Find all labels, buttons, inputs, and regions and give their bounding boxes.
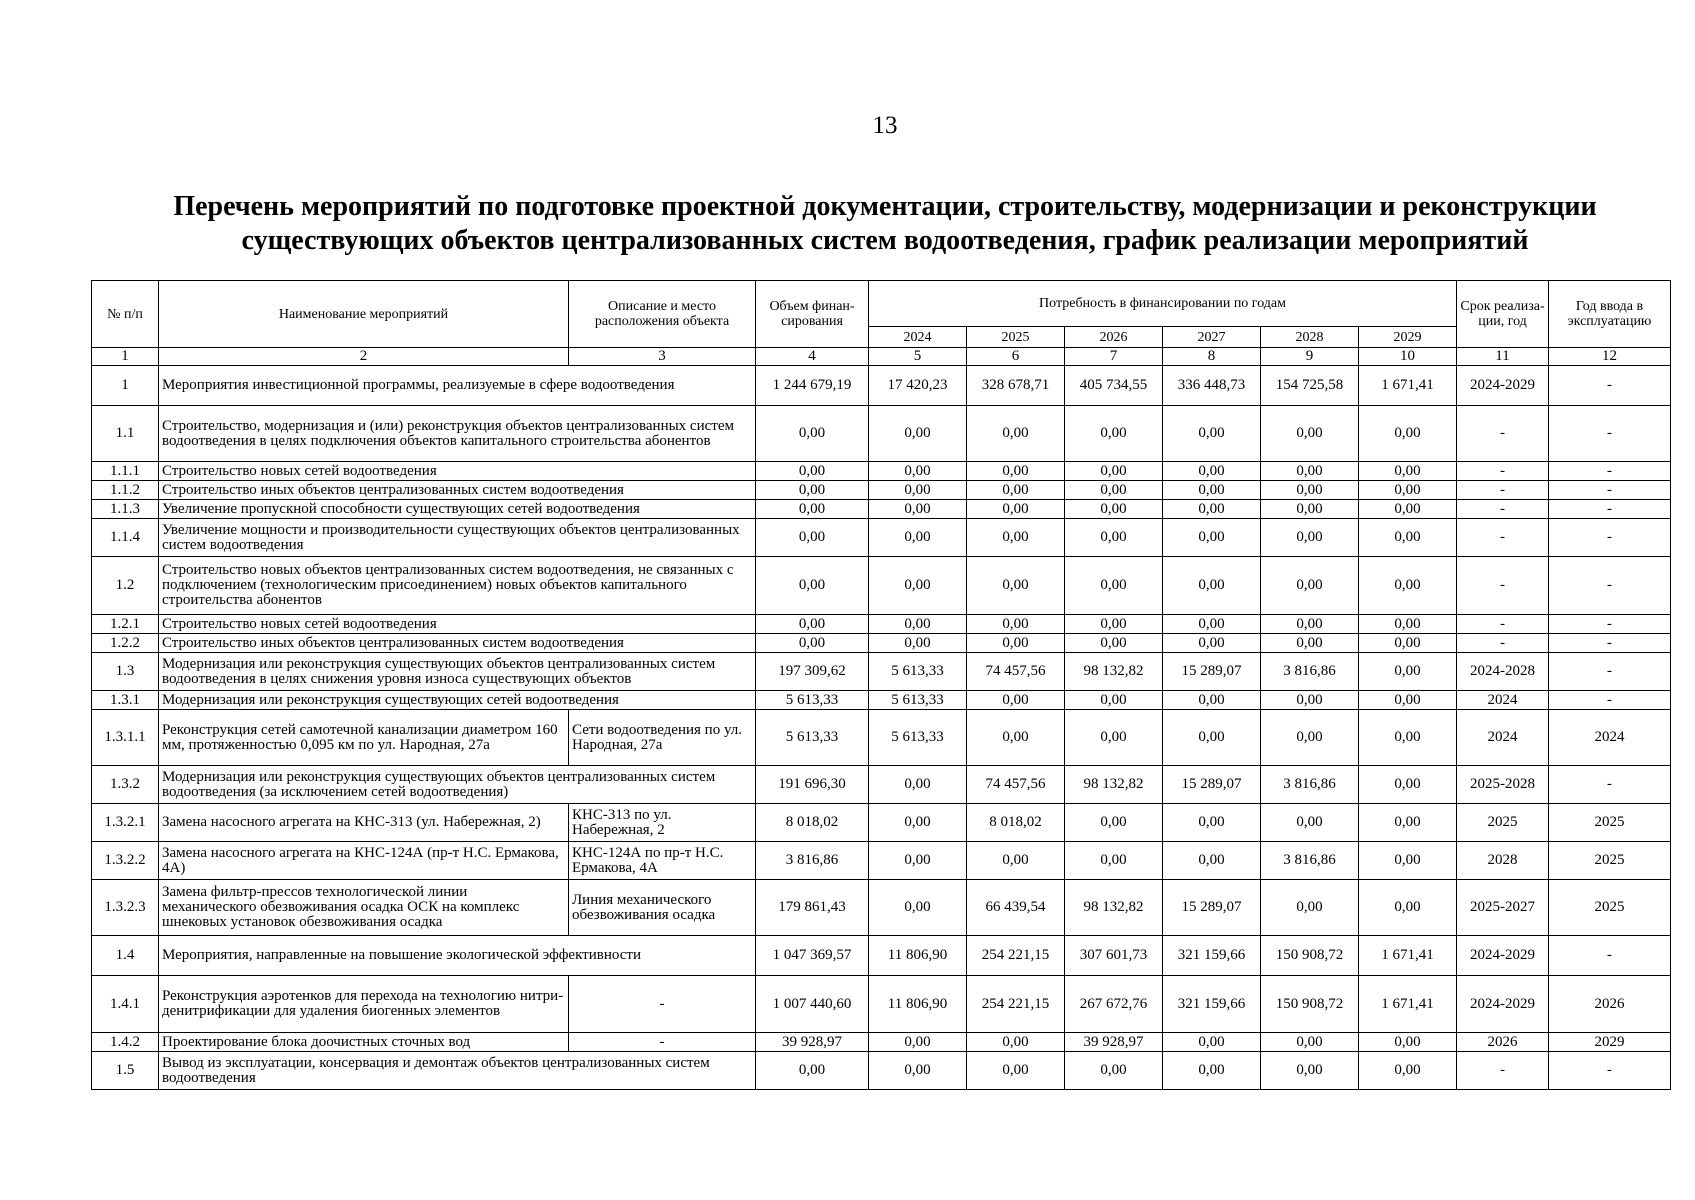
row-year-value: 0,00 <box>967 462 1065 481</box>
row-year-value: 11 806,90 <box>869 976 967 1033</box>
row-year-value: 8 018,02 <box>967 804 1065 842</box>
row-year-value: 0,00 <box>1065 481 1163 500</box>
table-row <box>92 880 1671 936</box>
row-year-value: 0,00 <box>1065 1052 1163 1090</box>
row-year-value: 0,00 <box>1359 653 1457 691</box>
row-commission-year: - <box>1549 406 1671 462</box>
row-year-value: 5 613,33 <box>869 691 967 710</box>
row-year-value: 15 289,07 <box>1163 653 1261 691</box>
row-term: - <box>1457 406 1549 462</box>
row-number: 1.1 <box>92 406 159 462</box>
row-number: 1 <box>92 366 159 406</box>
row-year-value: 0,00 <box>1065 500 1163 519</box>
row-term: - <box>1457 634 1549 653</box>
row-year-value: 0,00 <box>967 842 1065 880</box>
row-description: КНС-124А по пр-т Н.С. Ермакова, 4А <box>569 842 756 880</box>
header-term: Срок реализа-ции, год <box>1457 281 1549 348</box>
row-year-value: 1 671,41 <box>1359 976 1457 1033</box>
row-volume: 0,00 <box>756 500 869 519</box>
row-name: Увеличение пропускной способности существующих сетей водоотведения <box>159 500 756 519</box>
row-year-value: 0,00 <box>1359 766 1457 804</box>
row-year-value: 0,00 <box>1261 1052 1359 1090</box>
header-year: 2026 <box>1065 327 1163 348</box>
row-commission-year: - <box>1549 653 1671 691</box>
row-year-value: 74 457,56 <box>967 766 1065 804</box>
table-row <box>92 804 1671 842</box>
row-number: 1.2.1 <box>92 615 159 634</box>
row-commission-year: 2026 <box>1549 976 1671 1033</box>
row-commission-year: - <box>1549 615 1671 634</box>
row-name: Мероприятия, направленные на повышение экологической эффективности <box>159 936 756 976</box>
row-year-value: 0,00 <box>1261 634 1359 653</box>
row-volume: 0,00 <box>756 557 869 615</box>
row-commission-year: - <box>1549 481 1671 500</box>
row-volume: 197 309,62 <box>756 653 869 691</box>
row-year-value: 0,00 <box>1359 406 1457 462</box>
row-year-value: 0,00 <box>1065 691 1163 710</box>
row-term: 2024-2029 <box>1457 936 1549 976</box>
row-name: Реконструкция сетей самотечной канализации диаметром 160 мм, протяженностью 0,095 км по ул. Народная, 27а <box>159 710 569 766</box>
row-number: 1.3.1 <box>92 691 159 710</box>
row-year-value: 0,00 <box>1065 406 1163 462</box>
header-year: 2024 <box>869 327 967 348</box>
row-year-value: 3 816,86 <box>1261 842 1359 880</box>
row-year-value: 0,00 <box>1163 1052 1261 1090</box>
row-year-value: 0,00 <box>1163 1033 1261 1052</box>
row-year-value: 0,00 <box>869 481 967 500</box>
column-index: 3 <box>569 348 756 366</box>
row-volume: 179 861,43 <box>756 880 869 936</box>
row-year-value: 0,00 <box>1359 710 1457 766</box>
column-index: 10 <box>1359 348 1457 366</box>
row-year-value: 0,00 <box>1163 691 1261 710</box>
row-year-value: 39 928,97 <box>1065 1033 1163 1052</box>
row-year-value: 0,00 <box>869 557 967 615</box>
row-year-value: 254 221,15 <box>967 936 1065 976</box>
row-commission-year: 2029 <box>1549 1033 1671 1052</box>
row-year-value: 0,00 <box>967 691 1065 710</box>
row-number: 1.3.2 <box>92 766 159 804</box>
column-index: 2 <box>159 348 569 366</box>
row-year-value: 74 457,56 <box>967 653 1065 691</box>
row-year-value: 0,00 <box>1359 804 1457 842</box>
header-year: 2025 <box>967 327 1065 348</box>
row-number: 1.1.3 <box>92 500 159 519</box>
row-year-value: 17 420,23 <box>869 366 967 406</box>
row-name: Строительство новых сетей водоотведения <box>159 462 756 481</box>
column-index-row <box>92 348 1671 366</box>
row-year-value: 0,00 <box>967 519 1065 557</box>
row-year-value: 0,00 <box>1261 500 1359 519</box>
row-year-value: 0,00 <box>869 519 967 557</box>
table-row <box>92 842 1671 880</box>
row-number: 1.3.2.2 <box>92 842 159 880</box>
row-year-value: 0,00 <box>869 1052 967 1090</box>
row-commission-year: - <box>1549 766 1671 804</box>
row-name: Строительство, модернизация и (или) реконструкция объектов централизованных систем водоотведения в целях подключения объектов капитального строительства абонентов <box>159 406 756 462</box>
row-year-value: 5 613,33 <box>869 653 967 691</box>
row-name: Модернизация или реконструкция существующих объектов централизованных систем водоотведения в целях снижения уровня износа существующих объектов <box>159 653 756 691</box>
row-year-value: 0,00 <box>869 462 967 481</box>
row-year-value: 0,00 <box>869 842 967 880</box>
table-row <box>92 519 1671 557</box>
row-volume: 191 696,30 <box>756 766 869 804</box>
row-number: 1.4.1 <box>92 976 159 1033</box>
row-year-value: 0,00 <box>1261 880 1359 936</box>
row-number: 1.1.4 <box>92 519 159 557</box>
document-title <box>100 190 1670 258</box>
row-year-value: 0,00 <box>1163 406 1261 462</box>
row-number: 1.1.2 <box>92 481 159 500</box>
table-row <box>92 976 1671 1033</box>
row-number: 1.1.1 <box>92 462 159 481</box>
row-term: - <box>1457 1052 1549 1090</box>
row-name: Строительство новых объектов централизованных систем водоотведения, не связанных с подключением (технологическим присоединением) новых объектов капитального строительства абонентов <box>159 557 756 615</box>
row-year-value: 0,00 <box>1359 519 1457 557</box>
row-name: Строительство новых сетей водоотведения <box>159 615 756 634</box>
row-year-value: 0,00 <box>1359 615 1457 634</box>
row-year-value: 0,00 <box>1359 500 1457 519</box>
row-year-value: 0,00 <box>1261 481 1359 500</box>
row-year-value: 336 448,73 <box>1163 366 1261 406</box>
row-year-value: 0,00 <box>1163 462 1261 481</box>
row-name: Вывод из эксплуатации, консервация и демонтаж объектов централизованных систем водоотведения <box>159 1052 756 1090</box>
row-volume: 1 047 369,57 <box>756 936 869 976</box>
row-name: Увеличение мощности и производительности существующих объектов централизованных систем водоотведения <box>159 519 756 557</box>
measures-table <box>91 280 1671 1090</box>
table-row <box>92 653 1671 691</box>
table-row <box>92 766 1671 804</box>
column-index: 12 <box>1549 348 1671 366</box>
row-volume: 5 613,33 <box>756 710 869 766</box>
row-term: 2024 <box>1457 691 1549 710</box>
row-year-value: 0,00 <box>967 557 1065 615</box>
row-name: Мероприятия инвестиционной программы, реализуемые в сфере водоотведения <box>159 366 756 406</box>
row-year-value: 0,00 <box>1163 519 1261 557</box>
row-year-value: 0,00 <box>1359 842 1457 880</box>
row-year-value: 0,00 <box>967 406 1065 462</box>
row-year-value: 0,00 <box>1065 804 1163 842</box>
row-year-value: 5 613,33 <box>869 710 967 766</box>
row-year-value: 0,00 <box>1359 1033 1457 1052</box>
row-term: 2025 <box>1457 804 1549 842</box>
row-year-value: 98 132,82 <box>1065 653 1163 691</box>
row-volume: 0,00 <box>756 634 869 653</box>
row-commission-year: 2025 <box>1549 842 1671 880</box>
row-year-value: 66 439,54 <box>967 880 1065 936</box>
row-year-value: 0,00 <box>869 766 967 804</box>
row-year-value: 0,00 <box>869 406 967 462</box>
row-year-value: 15 289,07 <box>1163 766 1261 804</box>
row-year-value: 0,00 <box>1261 691 1359 710</box>
row-year-value: 0,00 <box>967 1052 1065 1090</box>
row-term: 2025-2027 <box>1457 880 1549 936</box>
row-year-value: 0,00 <box>1163 615 1261 634</box>
row-commission-year: 2025 <box>1549 880 1671 936</box>
table-row <box>92 691 1671 710</box>
row-year-value: 0,00 <box>869 880 967 936</box>
row-year-value: 0,00 <box>1163 557 1261 615</box>
row-year-value: 0,00 <box>1065 557 1163 615</box>
row-year-value: 0,00 <box>869 634 967 653</box>
row-number: 1.2 <box>92 557 159 615</box>
row-year-value: 0,00 <box>1359 557 1457 615</box>
row-year-value: 254 221,15 <box>967 976 1065 1033</box>
row-year-value: 0,00 <box>1163 500 1261 519</box>
table-row <box>92 557 1671 615</box>
row-year-value: 0,00 <box>1163 842 1261 880</box>
row-commission-year: 2024 <box>1549 710 1671 766</box>
title-line-2: существующих объектов централизованных систем водоотведения, график реализации мероприятий <box>241 225 1529 256</box>
row-year-value: 0,00 <box>1359 462 1457 481</box>
table-row <box>92 710 1671 766</box>
row-year-value: 0,00 <box>1261 1033 1359 1052</box>
column-index: 9 <box>1261 348 1359 366</box>
table-row <box>92 1033 1671 1052</box>
row-number: 1.3.2.1 <box>92 804 159 842</box>
row-volume: 5 613,33 <box>756 691 869 710</box>
row-year-value: 0,00 <box>1359 880 1457 936</box>
page-number: 13 <box>872 112 898 139</box>
header-description: Описание и место расположения объекта <box>569 281 756 348</box>
row-year-value: 3 816,86 <box>1261 653 1359 691</box>
row-term: 2025-2028 <box>1457 766 1549 804</box>
row-name: Модернизация или реконструкция существующих сетей водоотведения <box>159 691 756 710</box>
table-row <box>92 634 1671 653</box>
row-year-value: 98 132,82 <box>1065 766 1163 804</box>
row-year-value: 150 908,72 <box>1261 936 1359 976</box>
header-year: 2029 <box>1359 327 1457 348</box>
row-year-value: 0,00 <box>1163 804 1261 842</box>
row-year-value: 0,00 <box>1163 710 1261 766</box>
row-year-value: 321 159,66 <box>1163 936 1261 976</box>
row-year-value: 0,00 <box>1359 481 1457 500</box>
row-year-value: 0,00 <box>1065 519 1163 557</box>
row-description: Линия механического обезвоживания осадка <box>569 880 756 936</box>
row-year-value: 307 601,73 <box>1065 936 1163 976</box>
row-volume: 0,00 <box>756 1052 869 1090</box>
row-year-value: 150 908,72 <box>1261 976 1359 1033</box>
row-year-value: 0,00 <box>1261 615 1359 634</box>
row-commission-year: - <box>1549 462 1671 481</box>
row-year-value: 0,00 <box>1261 710 1359 766</box>
row-description: - <box>569 976 756 1033</box>
table-row <box>92 481 1671 500</box>
row-description: КНС-313 по ул. Набережная, 2 <box>569 804 756 842</box>
row-year-value: 0,00 <box>967 500 1065 519</box>
row-term: - <box>1457 481 1549 500</box>
row-year-value: 0,00 <box>1065 842 1163 880</box>
row-term: 2024 <box>1457 710 1549 766</box>
row-year-value: 11 806,90 <box>869 936 967 976</box>
row-name: Проектирование блока доочистных сточных вод <box>159 1033 569 1052</box>
row-year-value: 0,00 <box>967 481 1065 500</box>
row-year-value: 0,00 <box>1261 519 1359 557</box>
row-year-value: 0,00 <box>869 615 967 634</box>
row-commission-year: - <box>1549 936 1671 976</box>
row-number: 1.4.2 <box>92 1033 159 1052</box>
row-year-value: 0,00 <box>1065 615 1163 634</box>
row-name: Реконструкция аэротенков для перехода на технологию нитри-денитрификации для удаления биогенных элементов <box>159 976 569 1033</box>
column-index: 1 <box>92 348 159 366</box>
row-number: 1.4 <box>92 936 159 976</box>
row-year-value: 0,00 <box>967 634 1065 653</box>
row-volume: 0,00 <box>756 615 869 634</box>
header-commission-year: Год ввода в эксплуатацию <box>1549 281 1671 348</box>
row-commission-year: - <box>1549 691 1671 710</box>
row-year-value: 405 734,55 <box>1065 366 1163 406</box>
row-year-value: 0,00 <box>869 1033 967 1052</box>
row-term: 2026 <box>1457 1033 1549 1052</box>
column-index: 8 <box>1163 348 1261 366</box>
title-line-1: Перечень мероприятий по подготовке проектной документации, строительству, модернизации и реконструкции <box>173 191 1597 222</box>
row-volume: 39 928,97 <box>756 1033 869 1052</box>
row-year-value: 0,00 <box>967 615 1065 634</box>
column-index: 11 <box>1457 348 1549 366</box>
row-term: - <box>1457 615 1549 634</box>
row-term: - <box>1457 519 1549 557</box>
table-row <box>92 1052 1671 1090</box>
row-year-value: 328 678,71 <box>967 366 1065 406</box>
row-volume: 0,00 <box>756 481 869 500</box>
table-row <box>92 366 1671 406</box>
row-year-value: 154 725,58 <box>1261 366 1359 406</box>
row-commission-year: - <box>1549 634 1671 653</box>
row-term: 2024-2029 <box>1457 366 1549 406</box>
row-year-value: 267 672,76 <box>1065 976 1163 1033</box>
row-year-value: 0,00 <box>967 710 1065 766</box>
row-term: 2024-2028 <box>1457 653 1549 691</box>
row-volume: 1 244 679,19 <box>756 366 869 406</box>
row-name: Замена насосного агрегата на КНС-313 (ул. Набережная, 2) <box>159 804 569 842</box>
table-row <box>92 936 1671 976</box>
row-year-value: 0,00 <box>1261 462 1359 481</box>
table-row <box>92 462 1671 481</box>
row-number: 1.2.2 <box>92 634 159 653</box>
row-volume: 8 018,02 <box>756 804 869 842</box>
row-year-value: 1 671,41 <box>1359 366 1457 406</box>
row-year-value: 0,00 <box>1359 634 1457 653</box>
row-commission-year: - <box>1549 519 1671 557</box>
row-year-value: 0,00 <box>1065 462 1163 481</box>
row-description: Сети водоотведения по ул. Народная, 27а <box>569 710 756 766</box>
row-number: 1.3 <box>92 653 159 691</box>
row-year-value: 3 816,86 <box>1261 766 1359 804</box>
row-term: 2028 <box>1457 842 1549 880</box>
column-index: 6 <box>967 348 1065 366</box>
row-volume: 0,00 <box>756 462 869 481</box>
row-year-value: 0,00 <box>967 1033 1065 1052</box>
table-row <box>92 500 1671 519</box>
header-name: Наименование мероприятий <box>159 281 569 348</box>
row-description: - <box>569 1033 756 1052</box>
header-year: 2028 <box>1261 327 1359 348</box>
row-year-value: 0,00 <box>1261 804 1359 842</box>
row-term: - <box>1457 462 1549 481</box>
row-year-value: 0,00 <box>1261 557 1359 615</box>
header-financing-need: Потребность в финансировании по годам <box>869 281 1457 327</box>
row-year-value: 0,00 <box>1359 691 1457 710</box>
table-row <box>92 406 1671 462</box>
row-year-value: 0,00 <box>1065 634 1163 653</box>
row-term: 2024-2029 <box>1457 976 1549 1033</box>
row-term: - <box>1457 500 1549 519</box>
column-index: 5 <box>869 348 967 366</box>
row-year-value: 15 289,07 <box>1163 880 1261 936</box>
row-name: Строительство иных объектов централизованных систем водоотведения <box>159 634 756 653</box>
row-volume: 0,00 <box>756 406 869 462</box>
row-number: 1.3.1.1 <box>92 710 159 766</box>
row-year-value: 0,00 <box>1163 634 1261 653</box>
row-year-value: 0,00 <box>869 500 967 519</box>
row-number: 1.5 <box>92 1052 159 1090</box>
table-row <box>92 615 1671 634</box>
row-commission-year: - <box>1549 557 1671 615</box>
row-year-value: 0,00 <box>1261 406 1359 462</box>
row-commission-year: - <box>1549 366 1671 406</box>
row-year-value: 0,00 <box>1359 1052 1457 1090</box>
row-volume: 0,00 <box>756 519 869 557</box>
row-number: 1.3.2.3 <box>92 880 159 936</box>
row-year-value: 0,00 <box>1163 481 1261 500</box>
header-volume: Объем финан-сирования <box>756 281 869 348</box>
row-year-value: 0,00 <box>869 804 967 842</box>
row-commission-year: 2025 <box>1549 804 1671 842</box>
row-commission-year: - <box>1549 500 1671 519</box>
row-name: Строительство иных объектов централизованных систем водоотведения <box>159 481 756 500</box>
row-volume: 3 816,86 <box>756 842 869 880</box>
row-year-value: 0,00 <box>1065 710 1163 766</box>
row-commission-year: - <box>1549 1052 1671 1090</box>
row-name: Модернизация или реконструкция существующих объектов централизованных систем водоотведения (за исключением сетей водоотведения) <box>159 766 756 804</box>
header-no: № п/п <box>92 281 159 348</box>
row-year-value: 98 132,82 <box>1065 880 1163 936</box>
row-name: Замена фильтр-прессов технологической линии механического обезвоживания осадка ОСК на комплекс шнековых установок обезвоживания осадка <box>159 880 569 936</box>
column-index: 4 <box>756 348 869 366</box>
row-year-value: 1 671,41 <box>1359 936 1457 976</box>
row-year-value: 321 159,66 <box>1163 976 1261 1033</box>
row-volume: 1 007 440,60 <box>756 976 869 1033</box>
column-index: 7 <box>1065 348 1163 366</box>
row-term: - <box>1457 557 1549 615</box>
table-body <box>92 348 1671 1090</box>
row-name: Замена насосного агрегата на КНС-124А (пр-т Н.С. Ермакова, 4А) <box>159 842 569 880</box>
header-year: 2027 <box>1163 327 1261 348</box>
